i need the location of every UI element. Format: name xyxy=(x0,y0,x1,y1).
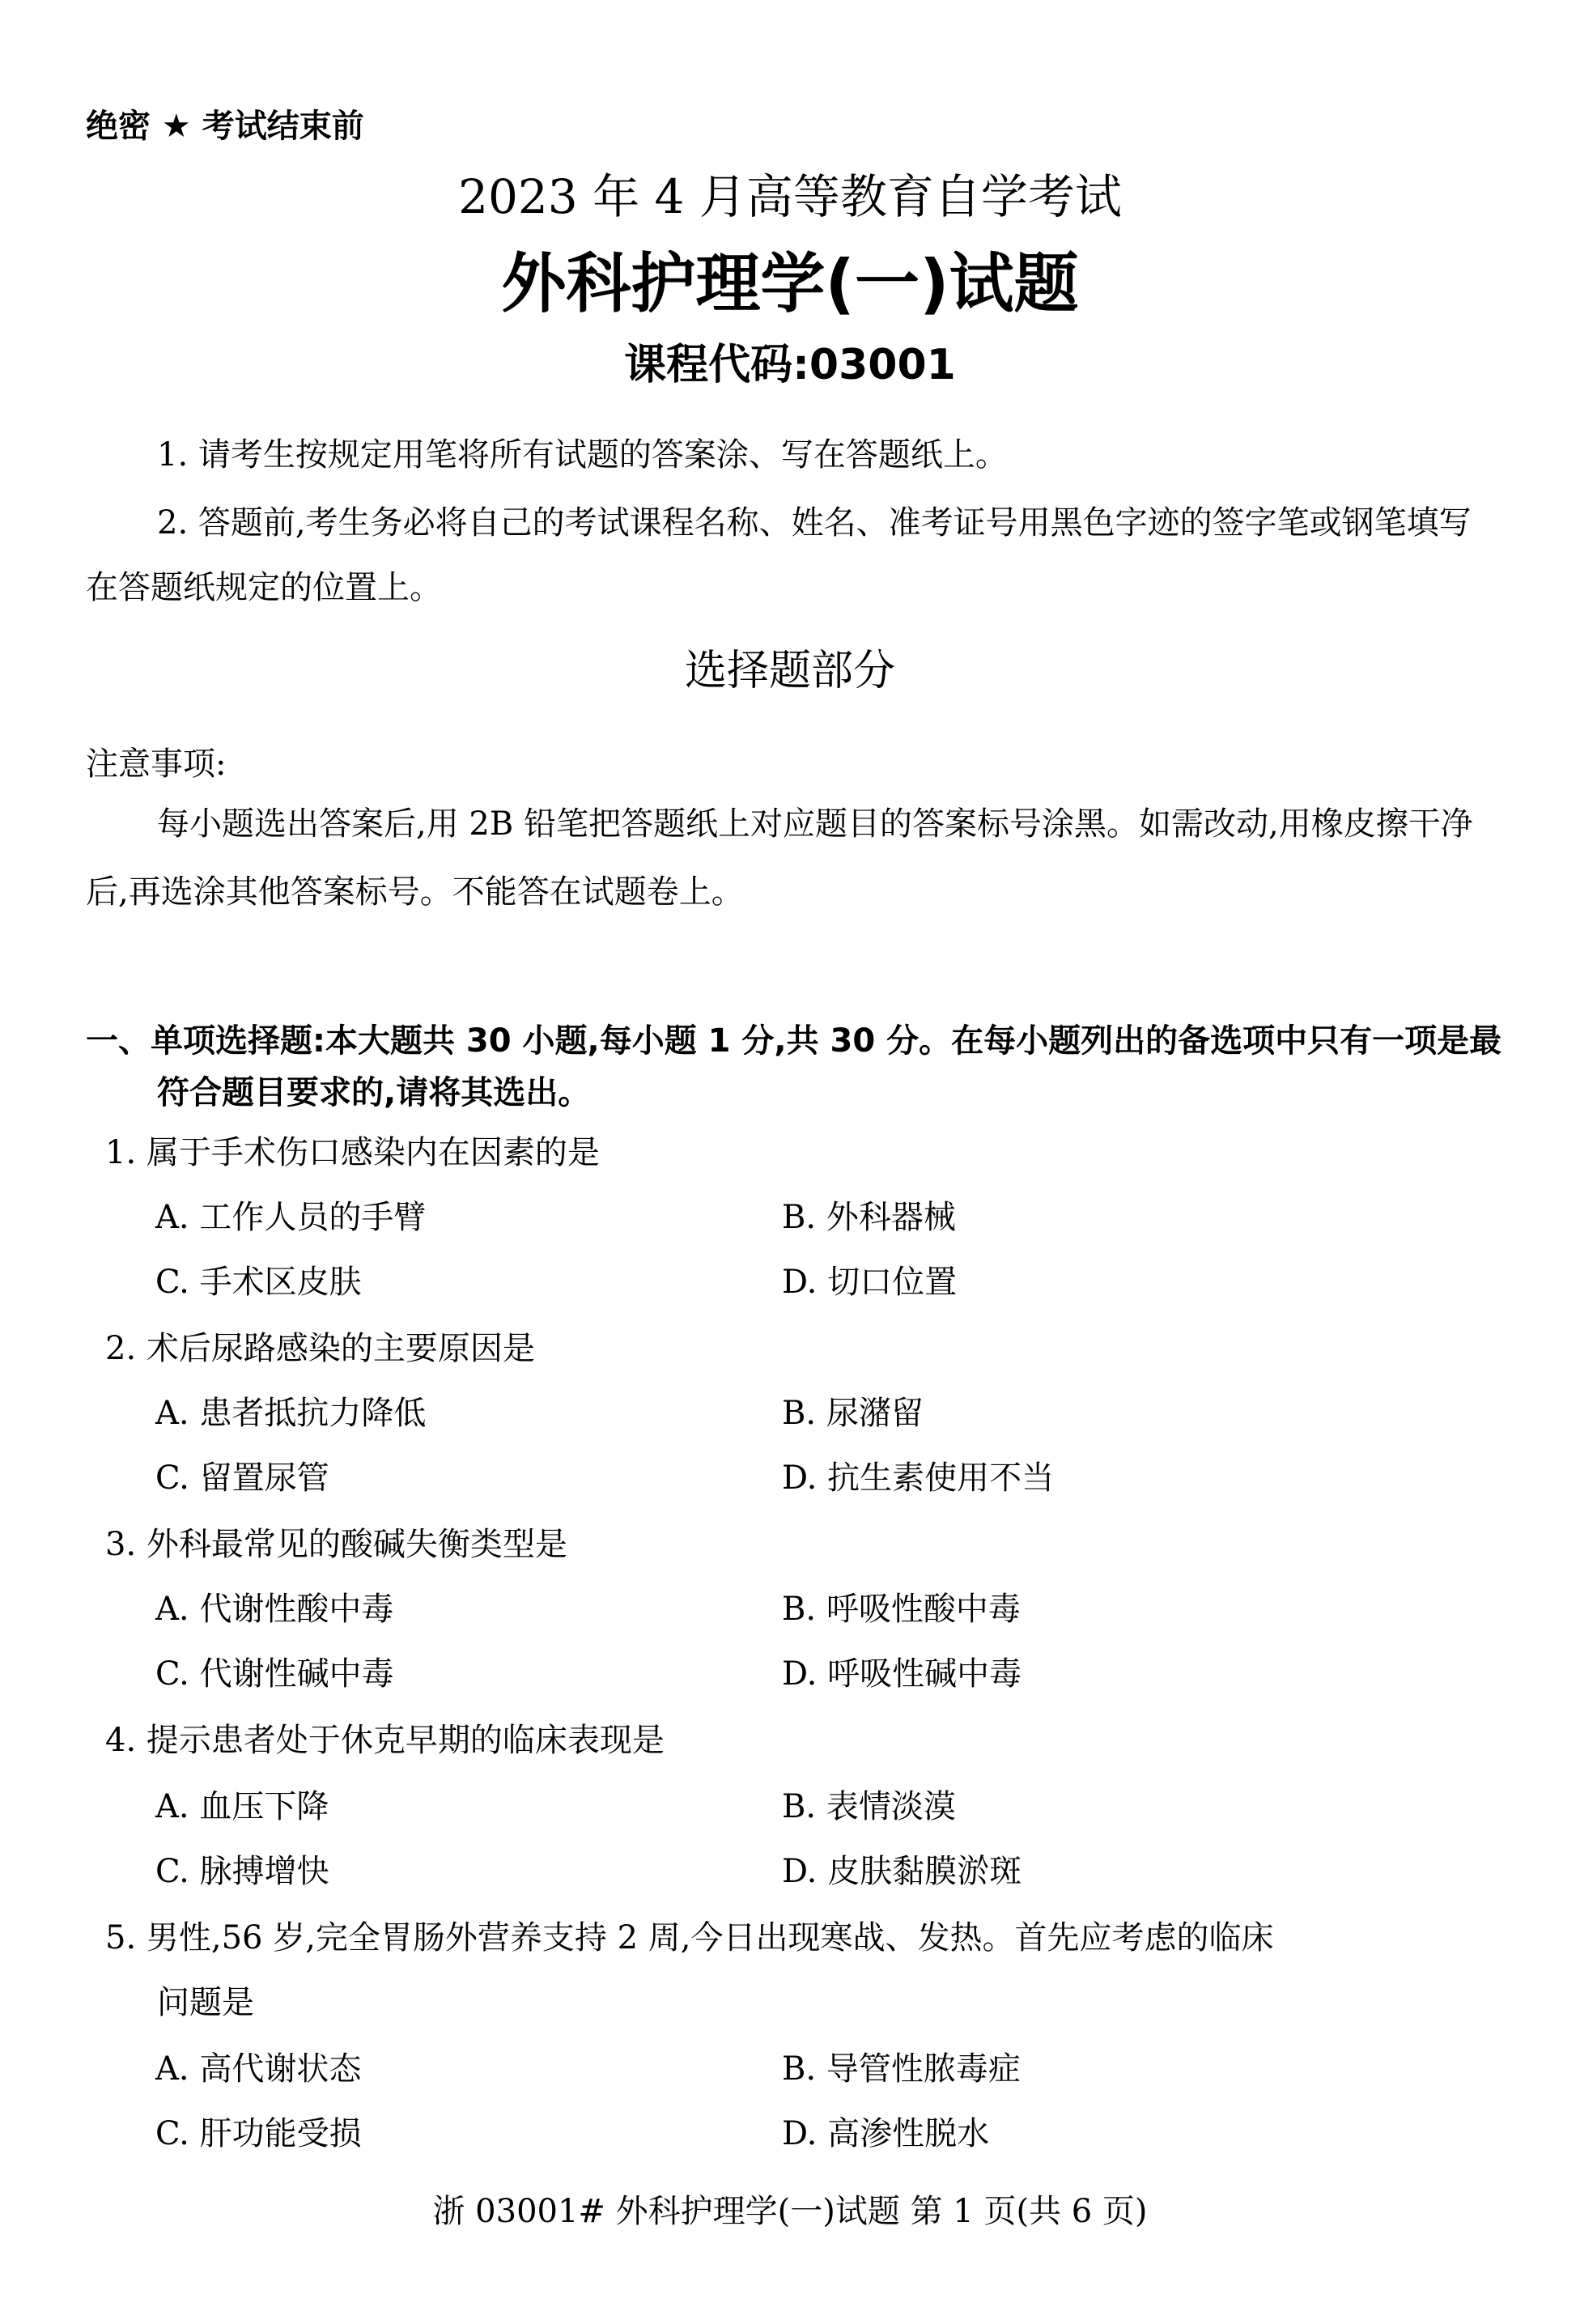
section-heading: 选择题部分 xyxy=(684,647,895,695)
question-5-stem: 5. 男性,56 岁,完全胃肠外营养支持 2 周,今日出现寒战、发热。首先应考虑的临床 xyxy=(105,1919,1274,1956)
instruction-2: 2. 答题前,考生务必将自己的考试课程名称、姓名、准考证号用黑色字迹的签字笔或钢笔填写在答题纸规定的位置上。 xyxy=(86,504,1472,606)
question-2-option-c: C. 留置尿管 xyxy=(155,1459,329,1497)
question-1-option-b: B. 外科器械 xyxy=(782,1199,956,1236)
question-4-stem: 4. 提示患者处于休克早期的临床表现是 xyxy=(105,1722,665,1759)
question-2-option-b: B. 尿潴留 xyxy=(782,1395,924,1432)
notice-text: 每小题选出答案后,用 2B 铅笔把答题纸上对应题目的答案标号涂黑。如需改动,用橡皮擦干净后,再选涂其他答案标号。不能答在试题卷上。 xyxy=(86,805,1473,911)
question-1-option-d: D. 切口位置 xyxy=(782,1264,958,1301)
question-3-option-d: D. 呼吸性碱中毒 xyxy=(782,1655,1022,1693)
question-2-stem: 2. 术后尿路感染的主要原因是 xyxy=(105,1330,535,1367)
question-4-option-d: D. 皮肤黏膜淤斑 xyxy=(782,1853,1022,1890)
question-3-option-a: A. 代谢性酸中毒 xyxy=(155,1591,394,1628)
question-5-stem-continued: 问题是 xyxy=(157,1984,254,2021)
question-4-option-a: A. 血压下降 xyxy=(155,1788,329,1825)
part-one-heading: 一、单项选择题:本大题共 30 小题,每小题 1 分,共 30 分。在每小题列出的备选项中只有一项是最符合题目要求的,请将其选出。 xyxy=(86,1022,1502,1111)
question-4-option-b: B. 表情淡漠 xyxy=(782,1788,956,1825)
confidential-label: 绝密 ★ 考试结束前 xyxy=(86,108,364,145)
question-2-option-a: A. 患者抵抗力降低 xyxy=(155,1395,427,1432)
course-code: 课程代码:03001 xyxy=(624,341,956,389)
question-5-option-d: D. 高渗性脱水 xyxy=(782,2115,990,2152)
question-5-option-a: A. 高代谢状态 xyxy=(155,2050,362,2088)
question-3-stem: 3. 外科最常见的酸碱失衡类型是 xyxy=(105,1526,567,1563)
question-1-option-c: C. 手术区皮肤 xyxy=(155,1264,362,1301)
question-5-option-c: C. 肝功能受损 xyxy=(155,2115,362,2152)
instruction-1: 1. 请考生按规定用笔将所有试题的答案涂、写在答题纸上。 xyxy=(157,436,1008,474)
question-5-option-b: B. 导管性脓毒症 xyxy=(782,2050,1021,2088)
question-3-option-c: C. 代谢性碱中毒 xyxy=(155,1655,394,1693)
question-4-option-c: C. 脉搏增快 xyxy=(155,1853,329,1890)
subject-title: 外科护理学(一)试题 xyxy=(501,246,1079,321)
question-1-option-a: A. 工作人员的手臂 xyxy=(155,1199,427,1236)
question-2-option-d: D. 抗生素使用不当 xyxy=(782,1459,1055,1497)
exam-title: 2023 年 4 月高等教育自学考试 xyxy=(458,169,1122,224)
page-footer: 浙 03001# 外科护理学(一)试题 第 1 页(共 6 页) xyxy=(432,2193,1148,2230)
notice-title: 注意事项: xyxy=(86,746,227,783)
question-3-option-b: B. 呼吸性酸中毒 xyxy=(782,1591,1021,1628)
question-1-stem: 1. 属于手术伤口感染内在因素的是 xyxy=(105,1134,600,1171)
